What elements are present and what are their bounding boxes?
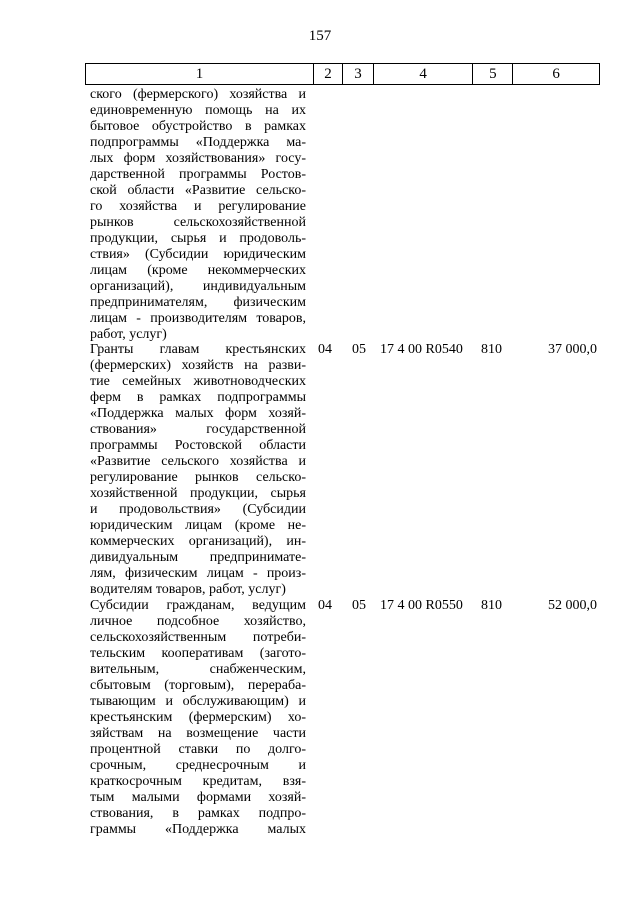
description-line: Субсидии гражданам, ведущим	[90, 598, 306, 613]
description-line: крестьянским (фермерским) хо-	[90, 710, 306, 725]
description-line: бытовое обустройство в рамках	[90, 119, 306, 134]
description-line: дивидуальным предпринимате-	[90, 550, 306, 565]
section-code: 04	[318, 598, 332, 613]
description-line: тывающим и обслуживающим) и	[90, 694, 306, 709]
description-line: процентной ставки по долго-	[90, 742, 306, 757]
description-line: ствования, в рамках подпро-	[90, 806, 306, 821]
description-line: краткосрочным кредитам, взя-	[90, 774, 306, 789]
target-article-code: 17 4 00 R0550	[380, 598, 463, 613]
description-line: тельским кооперативам (загото-	[90, 646, 306, 661]
header-col-5: 5	[473, 64, 513, 84]
table-header	[85, 63, 600, 85]
description-line: тие семейных животноводческих	[90, 374, 306, 389]
description-line: подпрограммы «Поддержка ма-	[90, 135, 306, 150]
page-number: 157	[308, 28, 332, 44]
description-line: сбытовым (торговым), перераба-	[90, 678, 306, 693]
description-line: хозяйственной продукции, сырья	[90, 486, 306, 501]
description-line: лицам - производителям товаров,	[90, 311, 306, 326]
table-row	[90, 598, 597, 838]
description-line: водителям товаров, работ, услуг)	[90, 582, 286, 597]
description-line: единовременную помощь на их	[90, 103, 306, 118]
header-col-3: 3	[343, 64, 374, 84]
section-code: 04	[318, 342, 332, 357]
description-line: зяйствам на возмещение части	[90, 726, 306, 741]
expense-type-code: 810	[481, 342, 502, 357]
description-line: Гранты главам крестьянских	[90, 342, 306, 357]
description-line: лых форм хозяйствования» госу-	[90, 151, 306, 166]
description-line: ферм в рамках подпрограммы	[90, 390, 306, 405]
description-line: регулирование рынков сельско-	[90, 470, 306, 485]
description-line: дарственной программы Ростов-	[90, 167, 306, 182]
description-line: личное подсобное хозяйство,	[90, 614, 306, 629]
description-line: рынков сельскохозяйственной	[90, 215, 306, 230]
row-description	[90, 342, 306, 598]
description-line: ского (фермерского) хозяйства и	[90, 87, 306, 102]
description-line: продукции, сырья и продоволь-	[90, 231, 306, 246]
amount-value: 37 000,0	[548, 342, 597, 357]
description-line: сельскохозяйственным потреби-	[90, 630, 306, 645]
description-line: го хозяйства и регулирование	[90, 199, 306, 214]
description-line: организаций), индивидуальным	[90, 279, 306, 294]
table-row	[90, 87, 597, 343]
description-line: коммерческих организаций), ин-	[90, 534, 306, 549]
row-description	[90, 87, 306, 343]
description-line: предпринимателям, физическим	[90, 295, 306, 310]
description-line: лям, физическим лицам - произ-	[90, 566, 306, 581]
description-line: ской области «Развитие сельско-	[90, 183, 306, 198]
amount-value: 52 000,0	[548, 598, 597, 613]
description-line: вительным, снабженческим,	[90, 662, 306, 677]
expense-type-code: 810	[481, 598, 502, 613]
subsection-code: 05	[352, 598, 366, 613]
header-col-6: 6	[552, 66, 560, 82]
description-line: юридическим лицам (кроме не-	[90, 518, 306, 533]
header-col-4: 4	[374, 64, 474, 84]
description-line: (фермерских) хозяйств на разви-	[90, 358, 306, 373]
description-line: программы Ростовской области	[90, 438, 306, 453]
description-line: «Развитие сельского хозяйства и	[90, 454, 306, 469]
header-col-2: 2	[314, 64, 343, 84]
description-line: ствия» (Субсидии юридическим	[90, 247, 306, 262]
row-description	[90, 598, 306, 838]
description-line: «Поддержка малых форм хозяй-	[90, 406, 306, 421]
description-line: граммы «Поддержка малых	[90, 822, 306, 837]
target-article-code: 17 4 00 R0540	[380, 342, 463, 357]
description-line: и продовольствия» (Субсидии	[90, 502, 306, 517]
description-line: срочным, среднесрочным и	[90, 758, 306, 773]
header-col-1: 1	[86, 64, 314, 84]
description-line: лицам (кроме некоммерческих	[90, 263, 306, 278]
subsection-code: 05	[352, 342, 366, 357]
description-line: тым малыми формами хозяй-	[90, 790, 306, 805]
description-line: работ, услуг)	[90, 327, 167, 342]
table-row	[90, 342, 597, 598]
description-line: ствования» государственной	[90, 422, 306, 437]
